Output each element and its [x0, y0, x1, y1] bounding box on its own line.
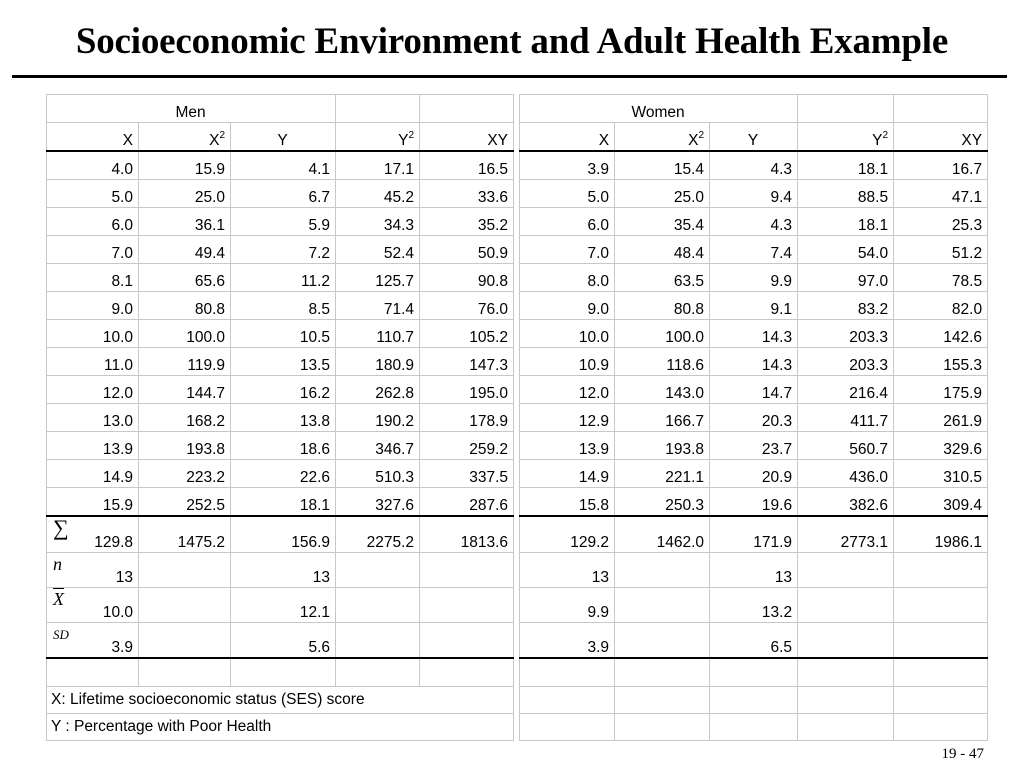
- data-cell: 175.9: [894, 376, 988, 404]
- data-cell: 10.0: [47, 320, 139, 348]
- data-cell: 4.1: [231, 151, 336, 180]
- data-cell: 100.0: [615, 320, 710, 348]
- data-cell: 12.0: [47, 376, 139, 404]
- data-cell: 110.7: [336, 320, 420, 348]
- data-cell: 142.6: [894, 320, 988, 348]
- summary-cell: 9.9: [520, 588, 615, 623]
- data-cell: 47.1: [894, 180, 988, 208]
- mean-symbol: $\overline{X}$: [53, 589, 64, 609]
- data-cell: 18.6: [231, 432, 336, 460]
- data-cell: 48.4: [615, 236, 710, 264]
- summary-cell: 1475.2: [139, 516, 231, 553]
- data-cell: 14.9: [47, 460, 139, 488]
- data-cell: 310.5: [894, 460, 988, 488]
- data-cell: 83.2: [798, 292, 894, 320]
- col-y2: $Y^2$: [336, 123, 420, 152]
- summary-value: 129.8: [94, 534, 133, 551]
- data-cell: 118.6: [615, 348, 710, 376]
- summary-cell: 5.6: [231, 623, 336, 659]
- col-y2: $Y^2$: [798, 123, 894, 152]
- data-cell: 16.2: [231, 376, 336, 404]
- summary-cell: [47, 588, 139, 623]
- data-cell: 193.8: [615, 432, 710, 460]
- summary-row-sum: [47, 516, 988, 553]
- data-cell: 8.1: [47, 264, 139, 292]
- data-cell: 6.0: [520, 208, 615, 236]
- data-cell: 25.3: [894, 208, 988, 236]
- data-cell: 6.0: [47, 208, 139, 236]
- data-cell: 25.0: [615, 180, 710, 208]
- data-cell: 18.1: [798, 151, 894, 180]
- data-cell: 9.4: [710, 180, 798, 208]
- summary-cell: 3.9: [520, 623, 615, 659]
- data-cell: 16.7: [894, 151, 988, 180]
- note-text: Y : Percentage with Poor Health: [47, 714, 514, 741]
- data-cell: 195.0: [420, 376, 514, 404]
- data-cell: 223.2: [139, 460, 231, 488]
- col-y: Y: [710, 123, 798, 152]
- data-cell: 82.0: [894, 292, 988, 320]
- data-cell: 4.3: [710, 208, 798, 236]
- col-xy: XY: [894, 123, 988, 152]
- summary-cell: 171.9: [710, 516, 798, 553]
- col-x2: $X^2$: [139, 123, 231, 152]
- data-cell: 18.1: [231, 488, 336, 517]
- data-cell: 8.5: [231, 292, 336, 320]
- data-cell: 19.6: [710, 488, 798, 517]
- summary-cell: 2773.1: [798, 516, 894, 553]
- summary-cell: [894, 588, 988, 623]
- summary-cell: 156.9: [231, 516, 336, 553]
- data-cell: 76.0: [420, 292, 514, 320]
- table-row: [47, 348, 988, 376]
- data-cell: 262.8: [336, 376, 420, 404]
- data-cell: 147.3: [420, 348, 514, 376]
- summary-cell: [615, 553, 710, 588]
- summary-cell: [139, 553, 231, 588]
- data-cell: 65.6: [139, 264, 231, 292]
- data-cell: 7.0: [47, 236, 139, 264]
- summary-cell: 13.2: [710, 588, 798, 623]
- data-cell: 80.8: [139, 292, 231, 320]
- data-cell: 259.2: [420, 432, 514, 460]
- data-cell: 15.9: [139, 151, 231, 180]
- summary-row-mean: [47, 588, 988, 623]
- col-x2: $X^2$: [615, 123, 710, 152]
- data-cell: 13.5: [231, 348, 336, 376]
- data-cell: 13.8: [231, 404, 336, 432]
- summary-cell: [47, 516, 139, 553]
- data-cell: 143.0: [615, 376, 710, 404]
- table-body: [47, 95, 988, 741]
- summary-row-sd: [47, 623, 988, 659]
- title-rule: [12, 75, 1007, 78]
- summary-cell: 1986.1: [894, 516, 988, 553]
- data-cell: 346.7: [336, 432, 420, 460]
- data-cell: 15.9: [47, 488, 139, 517]
- data-cell: 560.7: [798, 432, 894, 460]
- data-cell: 5.0: [47, 180, 139, 208]
- summary-cell: [139, 623, 231, 659]
- summary-cell: 1462.0: [615, 516, 710, 553]
- col-xy: XY: [420, 123, 514, 152]
- data-cell: 18.1: [798, 208, 894, 236]
- data-cell: 287.6: [420, 488, 514, 517]
- data-cell: 97.0: [798, 264, 894, 292]
- note-text: X: Lifetime socioeconomic status (SES) score: [47, 687, 514, 714]
- table-row: [47, 376, 988, 404]
- data-table: [46, 94, 988, 741]
- data-cell: 216.4: [798, 376, 894, 404]
- data-cell: 34.3: [336, 208, 420, 236]
- group-header-row: [47, 95, 988, 123]
- summary-cell: [798, 553, 894, 588]
- data-cell: 144.7: [139, 376, 231, 404]
- column-header-row: [47, 123, 988, 152]
- data-cell: 327.6: [336, 488, 420, 517]
- data-cell: 119.9: [139, 348, 231, 376]
- data-cell: 436.0: [798, 460, 894, 488]
- data-cell: 49.4: [139, 236, 231, 264]
- table-row: [47, 180, 988, 208]
- table-row: [47, 208, 988, 236]
- data-cell: 11.0: [47, 348, 139, 376]
- data-cell: 8.0: [520, 264, 615, 292]
- data-cell: 5.9: [231, 208, 336, 236]
- data-cell: 7.4: [710, 236, 798, 264]
- data-cell: 13.9: [520, 432, 615, 460]
- note-row: [47, 687, 988, 714]
- data-cell: 221.1: [615, 460, 710, 488]
- data-cell: 45.2: [336, 180, 420, 208]
- table-row: [47, 151, 988, 180]
- data-cell: 16.5: [420, 151, 514, 180]
- data-cell: 168.2: [139, 404, 231, 432]
- summary-cell: [336, 553, 420, 588]
- summary-value: 10.0: [102, 604, 133, 621]
- summary-cell: 1813.6: [420, 516, 514, 553]
- summary-row-n: [47, 553, 988, 588]
- data-cell: 7.0: [520, 236, 615, 264]
- data-cell: 337.5: [420, 460, 514, 488]
- data-cell: 5.0: [520, 180, 615, 208]
- data-cell: 50.9: [420, 236, 514, 264]
- data-cell: 14.7: [710, 376, 798, 404]
- data-cell: 125.7: [336, 264, 420, 292]
- data-cell: 90.8: [420, 264, 514, 292]
- summary-cell: 6.5: [710, 623, 798, 659]
- summary-cell: 129.2: [520, 516, 615, 553]
- data-cell: 252.5: [139, 488, 231, 517]
- data-cell: 190.2: [336, 404, 420, 432]
- data-cell: 309.4: [894, 488, 988, 517]
- data-cell: 10.5: [231, 320, 336, 348]
- note-row: [47, 714, 988, 741]
- summary-cell: [420, 623, 514, 659]
- summary-cell: [336, 588, 420, 623]
- data-cell: 203.3: [798, 348, 894, 376]
- summary-cell: 13: [231, 553, 336, 588]
- table-row: [47, 404, 988, 432]
- data-cell: 78.5: [894, 264, 988, 292]
- table-row: [47, 460, 988, 488]
- summary-cell: 2275.2: [336, 516, 420, 553]
- summary-value: 3.9: [111, 639, 133, 656]
- page-number: 19 - 47: [941, 746, 984, 762]
- data-cell: 510.3: [336, 460, 420, 488]
- men-header: Men: [47, 95, 336, 123]
- data-cell: 10.0: [520, 320, 615, 348]
- data-cell: 155.3: [894, 348, 988, 376]
- summary-cell: [336, 623, 420, 659]
- data-cell: 10.9: [520, 348, 615, 376]
- data-cell: 36.1: [139, 208, 231, 236]
- data-cell: 9.1: [710, 292, 798, 320]
- data-cell: 7.2: [231, 236, 336, 264]
- data-cell: 35.2: [420, 208, 514, 236]
- slide-title: Socioeconomic Environment and Adult Health Example: [75, 21, 949, 62]
- data-cell: 35.4: [615, 208, 710, 236]
- table-row: [47, 432, 988, 460]
- summary-cell: [798, 623, 894, 659]
- data-cell: 178.9: [420, 404, 514, 432]
- table-row: [47, 320, 988, 348]
- sd-symbol: SD: [53, 627, 69, 642]
- table-row: [47, 264, 988, 292]
- data-cell: 9.0: [47, 292, 139, 320]
- data-cell: 63.5: [615, 264, 710, 292]
- data-cell: 4.3: [710, 151, 798, 180]
- data-cell: 166.7: [615, 404, 710, 432]
- data-cell: 9.0: [520, 292, 615, 320]
- sum-symbol: ∑: [53, 516, 69, 540]
- data-cell: 14.3: [710, 348, 798, 376]
- data-cell: 411.7: [798, 404, 894, 432]
- data-cell: 100.0: [139, 320, 231, 348]
- data-cell: 54.0: [798, 236, 894, 264]
- data-cell: 71.4: [336, 292, 420, 320]
- summary-cell: [420, 553, 514, 588]
- blank-row: [47, 658, 988, 687]
- data-cell: 14.3: [710, 320, 798, 348]
- data-cell: 9.9: [710, 264, 798, 292]
- data-cell: 20.9: [710, 460, 798, 488]
- summary-cell: [615, 623, 710, 659]
- data-cell: 329.6: [894, 432, 988, 460]
- summary-cell: [47, 623, 139, 659]
- data-cell: 6.7: [231, 180, 336, 208]
- data-cell: 80.8: [615, 292, 710, 320]
- data-cell: 17.1: [336, 151, 420, 180]
- data-cell: 261.9: [894, 404, 988, 432]
- data-cell: 52.4: [336, 236, 420, 264]
- col-x: X: [47, 123, 139, 152]
- table-row: [47, 292, 988, 320]
- data-cell: 25.0: [139, 180, 231, 208]
- table-row: [47, 488, 988, 517]
- data-cell: 4.0: [47, 151, 139, 180]
- summary-cell: [615, 588, 710, 623]
- data-cell: 180.9: [336, 348, 420, 376]
- data-cell: 12.9: [520, 404, 615, 432]
- summary-value: 13: [115, 569, 133, 586]
- data-cell: 105.2: [420, 320, 514, 348]
- summary-cell: 12.1: [231, 588, 336, 623]
- col-x: X: [520, 123, 615, 152]
- women-header: Women: [520, 95, 798, 123]
- data-cell: 20.3: [710, 404, 798, 432]
- summary-cell: [894, 623, 988, 659]
- data-cell: 203.3: [798, 320, 894, 348]
- data-cell: 23.7: [710, 432, 798, 460]
- data-cell: 13.0: [47, 404, 139, 432]
- data-cell: 33.6: [420, 180, 514, 208]
- summary-cell: 13: [710, 553, 798, 588]
- data-cell: 12.0: [520, 376, 615, 404]
- data-cell: 13.9: [47, 432, 139, 460]
- n-symbol: n: [53, 554, 62, 574]
- data-cell: 250.3: [615, 488, 710, 517]
- col-y: Y: [231, 123, 336, 152]
- data-cell: 11.2: [231, 264, 336, 292]
- data-cell: 193.8: [139, 432, 231, 460]
- data-cell: 14.9: [520, 460, 615, 488]
- summary-cell: 13: [520, 553, 615, 588]
- summary-cell: [420, 588, 514, 623]
- data-cell: 3.9: [520, 151, 615, 180]
- data-cell: 22.6: [231, 460, 336, 488]
- data-cell: 15.4: [615, 151, 710, 180]
- summary-cell: [139, 588, 231, 623]
- summary-cell: [894, 553, 988, 588]
- summary-cell: [798, 588, 894, 623]
- data-cell: 15.8: [520, 488, 615, 517]
- summary-cell: [47, 553, 139, 588]
- data-cell: 51.2: [894, 236, 988, 264]
- data-cell: 382.6: [798, 488, 894, 517]
- table-row: [47, 236, 988, 264]
- data-cell: 88.5: [798, 180, 894, 208]
